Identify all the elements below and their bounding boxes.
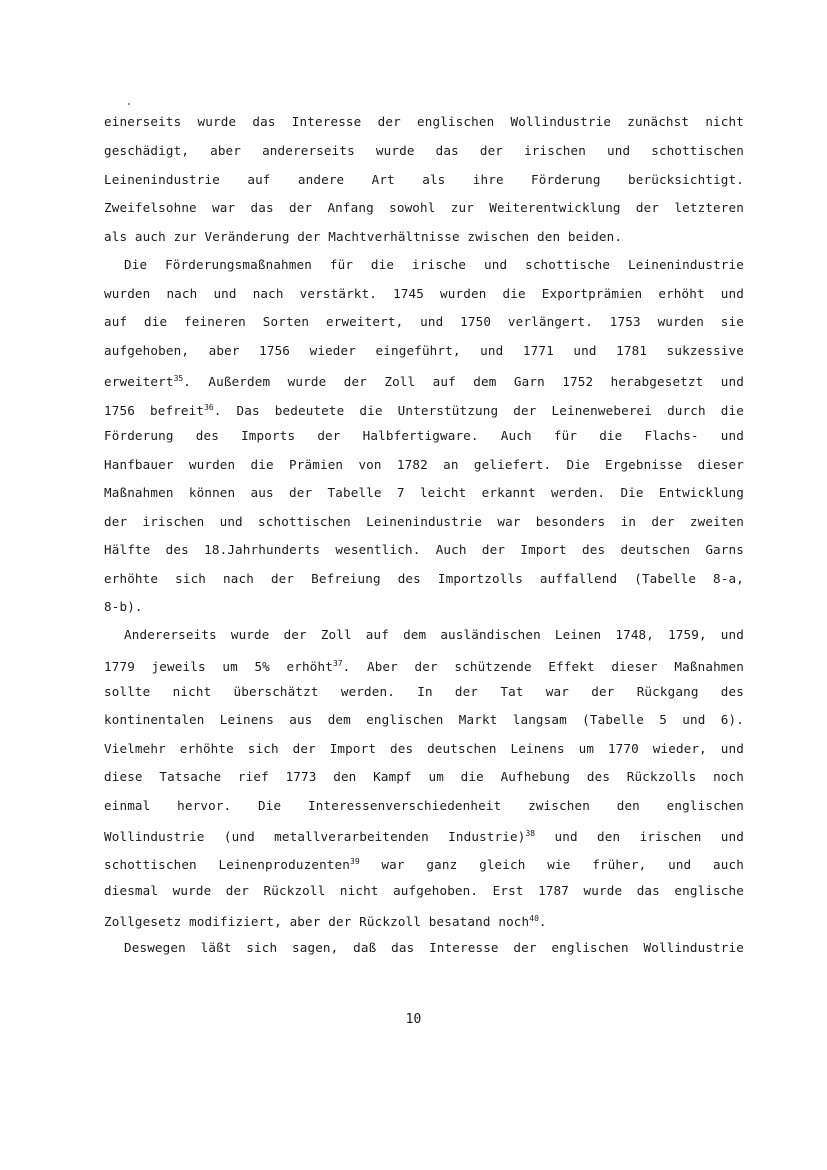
text-segment: Zollgesetz modifiziert, aber der Rückzoll besatand noch <box>104 914 530 929</box>
footnote-marker: 38 <box>525 829 536 838</box>
text-line: Leinenindustrie auf andere Art als ihre Förderung berücksichtigt. <box>104 172 744 187</box>
text-line <box>104 911 744 930</box>
text-line: Förderung des Imports der Halbfertigware. Auch für die Flachs- und <box>104 428 744 443</box>
text-line: sollte nicht überschätzt werden. In der Tat war der Rückgang des <box>104 684 744 699</box>
text-segment: . Außerdem wurde der Zoll auf dem Garn 1752 herabgesetzt und <box>183 374 744 389</box>
footnote-marker: 37 <box>332 659 343 668</box>
footnote-marker: 36 <box>204 403 214 412</box>
text-line: diese Tatsache rief 1773 den Kampf um die Aufhebung des Rückzolls noch <box>104 769 744 784</box>
footnote-marker: 39 <box>350 857 360 866</box>
text-line <box>104 854 744 873</box>
text-segment: 1779 jeweils um 5% erhöht <box>104 659 333 674</box>
text-line <box>104 371 744 390</box>
text-line: diesmal wurde der Rückzoll nicht aufgehoben. Erst 1787 wurde das englische <box>104 883 744 898</box>
text-line: Hanfbauer wurden die Prämien von 1782 an geliefert. Die Ergebnisse dieser <box>104 457 744 472</box>
text-line: Vielmehr erhöhte sich der Import des deutschen Leinens um 1770 wieder, und <box>104 741 744 756</box>
text-segment: 1756 befreit <box>104 403 205 418</box>
text-segment: schottischen Leinenproduzenten <box>104 857 350 872</box>
text-line: Die Förderungsmaßnahmen für die irische und schottische Leinenindustrie <box>124 257 744 272</box>
text-line: auf die feineren Sorten erweitert, und 1750 verlängert. 1753 wurden sie <box>104 314 744 329</box>
text-segment: . <box>538 914 547 929</box>
scan-speck <box>128 103 130 105</box>
text-line <box>104 656 744 675</box>
text-line: 8-b). <box>104 599 143 614</box>
text-line: einerseits wurde das Interesse der englischen Wollindustrie zunächst nicht <box>104 114 744 129</box>
text-line: aufgehoben, aber 1756 wieder eingeführt, und 1771 und 1781 sukzessive <box>104 343 744 358</box>
text-segment: . Aber der schützende Effekt dieser Maßnahmen <box>342 659 744 674</box>
text-line <box>104 400 744 419</box>
text-line: Hälfte des 18.Jahrhunderts wesentlich. Auch der Import des deutschen Garns <box>104 542 744 557</box>
text-line: Maßnahmen können aus der Tabelle 7 leicht erkannt werden. Die Entwicklung <box>104 485 744 500</box>
page-number: 10 <box>405 1012 422 1027</box>
text-line: wurden nach und nach verstärkt. 1745 wurden die Exportprämien erhöht und <box>104 286 744 301</box>
text-segment: Wollindustrie (und metallverarbeitenden Industrie) <box>104 829 526 844</box>
text-line <box>104 826 744 845</box>
text-line: Zweifelsohne war das der Anfang sowohl zur Weiterentwicklung der letzteren <box>104 200 744 215</box>
text-segment: . Das bedeutete die Unterstützung der Leinenweberei durch die <box>213 403 744 418</box>
text-line: einmal hervor. Die Interessenverschiedenheit zwischen den englischen <box>104 798 744 813</box>
text-line: der irischen und schottischen Leinenindustrie war besonders in der zweiten <box>104 514 744 529</box>
text-segment: war ganz gleich wie früher, und auch <box>359 857 744 872</box>
text-line: Deswegen läßt sich sagen, daß das Interesse der englischen Wollindustrie <box>124 940 744 955</box>
text-segment: und den irischen und <box>535 829 744 844</box>
text-line: erhöhte sich nach der Befreiung des Importzolls auffallend (Tabelle 8-a, <box>104 571 744 586</box>
text-segment: erweitert <box>104 374 174 389</box>
text-line: Andererseits wurde der Zoll auf dem ausländischen Leinen 1748, 1759, und <box>124 627 744 642</box>
footnote-marker: 40 <box>529 914 539 923</box>
footnote-marker: 35 <box>173 374 184 383</box>
text-line: geschädigt, aber andererseits wurde das der irischen und schottischen <box>104 143 744 158</box>
text-line: kontinentalen Leinens aus dem englischen Markt langsam (Tabelle 5 und 6). <box>104 712 744 727</box>
text-line: als auch zur Veränderung der Machtverhältnisse zwischen den beiden. <box>104 229 623 244</box>
